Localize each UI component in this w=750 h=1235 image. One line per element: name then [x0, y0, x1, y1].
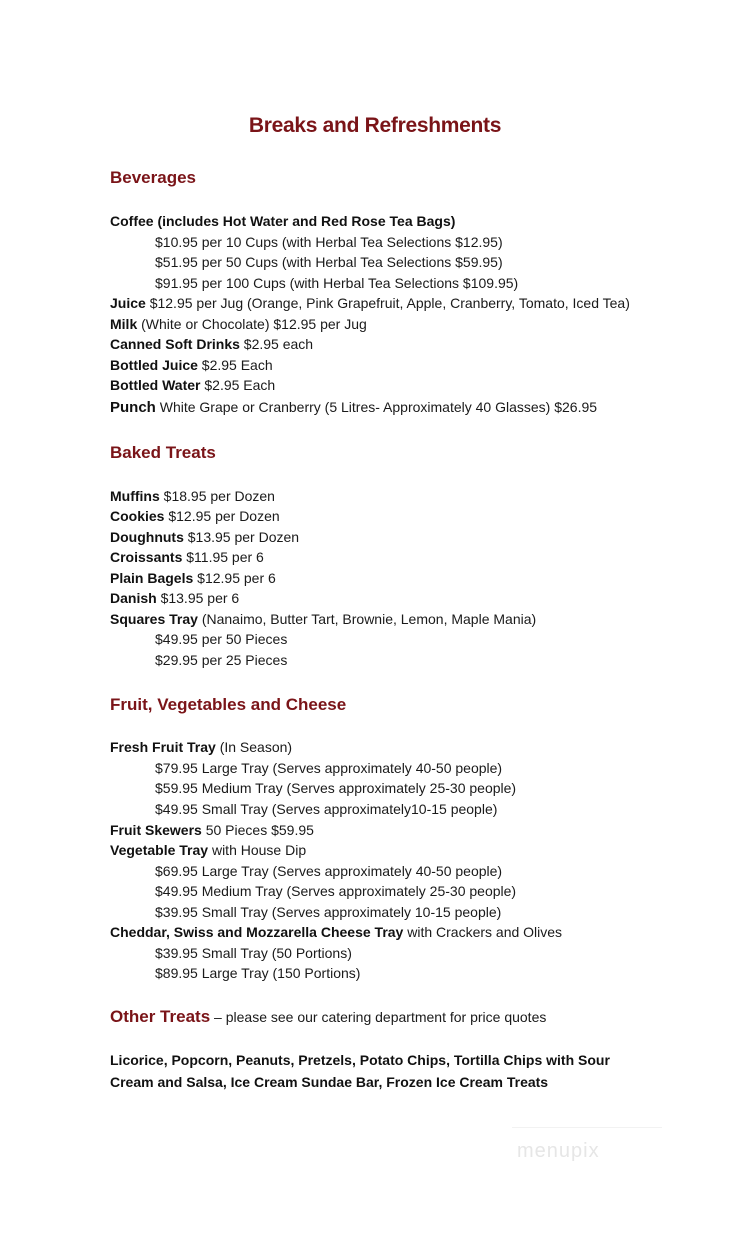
item-desc: $11.95 per 6: [186, 549, 264, 565]
vegetable-tray-option: $39.95 Small Tray (Serves approximately 10-15 people): [155, 904, 502, 920]
coffee-option: $91.95 per 100 Cups (with Herbal Tea Selections $109.95): [155, 275, 519, 291]
menu-item-doughnuts: [110, 528, 299, 546]
menu-item-juice: [110, 294, 630, 312]
item-desc: $12.95 per Jug (Orange, Pink Grapefruit, Apple, Cranberry, Tomato, Iced Tea): [149, 295, 630, 311]
cheese-tray-option: $89.95 Large Tray (150 Portions): [155, 965, 361, 981]
vegetable-tray-option: $69.95 Large Tray (Serves approximately 40-50 people): [155, 863, 503, 879]
coffee-option: $10.95 per 10 Cups (with Herbal Tea Selections $12.95): [155, 234, 503, 250]
item-name: Plain Bagels: [110, 570, 194, 586]
menu-item-canned-soft-drinks: [110, 335, 313, 353]
menu-item-punch: [110, 398, 597, 417]
section-heading-beverages: Beverages: [110, 168, 197, 187]
watermark-logo: menupix: [517, 1140, 600, 1162]
menu-item-fresh-fruit-tray: [110, 738, 292, 756]
menu-item-bottled-juice: [110, 356, 273, 374]
item-desc: $2.95 each: [243, 336, 314, 352]
menu-item-croissants: [110, 548, 264, 566]
item-desc: (In Season): [219, 739, 293, 755]
item-desc: with House Dip: [211, 842, 307, 858]
item-desc: White Grape or Cranberry (5 Litres- Approximately 40 Glasses) $26.95: [159, 399, 598, 415]
item-name: Vegetable Tray: [110, 842, 209, 858]
other-treats-heading-line: [110, 1007, 546, 1027]
vegetable-tray-option: $49.95 Medium Tray (Serves approximately 25-30 people): [155, 883, 517, 899]
item-name: Muffins: [110, 488, 160, 504]
menu-item-squares-tray: [110, 610, 536, 628]
menu-item-muffins: [110, 487, 275, 505]
coffee-option: $51.95 per 50 Cups (with Herbal Tea Selections $59.95): [155, 254, 503, 270]
item-name: Juice: [110, 295, 146, 311]
watermark-divider: [512, 1127, 662, 1128]
item-name: Doughnuts: [110, 529, 184, 545]
item-desc: $13.95 per Dozen: [187, 529, 300, 545]
item-desc: $12.95 per 6: [197, 570, 276, 586]
section-heading-baked-treats: Baked Treats: [110, 443, 216, 462]
item-desc: $12.95 per Dozen: [168, 508, 280, 524]
item-name: Punch: [110, 399, 156, 416]
section-heading-fruit-vegetables-cheese: Fruit, Vegetables and Cheese: [110, 695, 347, 714]
item-name: Bottled Juice: [110, 357, 198, 373]
item-name: Squares Tray: [110, 611, 198, 627]
item-name: Cookies: [110, 508, 165, 524]
item-name: Bottled Water: [110, 377, 201, 393]
menu-item-danish: [110, 589, 239, 607]
item-desc: $2.95 Each: [204, 377, 276, 393]
menu-item-milk: [110, 315, 367, 333]
item-name: Fresh Fruit Tray: [110, 739, 216, 755]
fruit-tray-option: $59.95 Medium Tray (Serves approximately 25-30 people): [155, 780, 517, 796]
squares-option: $49.95 per 50 Pieces: [155, 631, 288, 647]
fruit-tray-option: $49.95 Small Tray (Serves approximately10-15 people): [155, 801, 498, 817]
other-treats-list: Licorice, Popcorn, Peanuts, Pretzels, Potato Chips, Tortilla Chips with Sour Cream and Salsa, Ice Cream Sundae Bar, Frozen Ice Cream Treats: [110, 1052, 610, 1090]
item-desc: $18.95 per Dozen: [163, 488, 275, 504]
item-name: Danish: [110, 590, 157, 606]
fruit-tray-option: $79.95 Large Tray (Serves approximately 40-50 people): [155, 760, 503, 776]
item-desc: (Nanaimo, Butter Tart, Brownie, Lemon, Maple Mania): [201, 611, 537, 627]
item-desc: $13.95 per 6: [160, 590, 240, 606]
menu-item-cookies: [110, 507, 280, 525]
item-name: Cheddar, Swiss and Mozzarella Cheese Tray: [110, 924, 404, 940]
item-name: Croissants: [110, 549, 183, 565]
menu-item-vegetable-tray: [110, 841, 306, 859]
page-title: Breaks and Refreshments: [248, 114, 502, 137]
item-name: Canned Soft Drinks: [110, 336, 240, 352]
menu-item-bottled-water: [110, 376, 275, 394]
menu-item-plain-bagels: [110, 569, 276, 587]
item-name: Coffee (includes Hot Water and Red Rose Tea Bags): [110, 213, 456, 229]
item-name: Fruit Skewers: [110, 822, 202, 838]
item-desc: (White or Chocolate) $12.95 per Jug: [141, 316, 367, 332]
menu-item-coffee: [110, 212, 455, 230]
item-name: Milk: [110, 316, 138, 332]
menu-item-cheese-tray: [110, 923, 562, 941]
item-desc: with Crackers and Olives: [407, 924, 563, 940]
other-treats-note: – please see our catering department for price quotes: [210, 1009, 547, 1025]
squares-option: $29.95 per 25 Pieces: [155, 652, 288, 668]
item-desc: 50 Pieces $59.95: [205, 822, 314, 838]
cheese-tray-option: $39.95 Small Tray (50 Portions): [155, 945, 352, 961]
section-heading-other-treats: Other Treats: [110, 1007, 211, 1026]
menu-item-fruit-skewers: [110, 821, 314, 839]
item-desc: $2.95 Each: [201, 357, 273, 373]
